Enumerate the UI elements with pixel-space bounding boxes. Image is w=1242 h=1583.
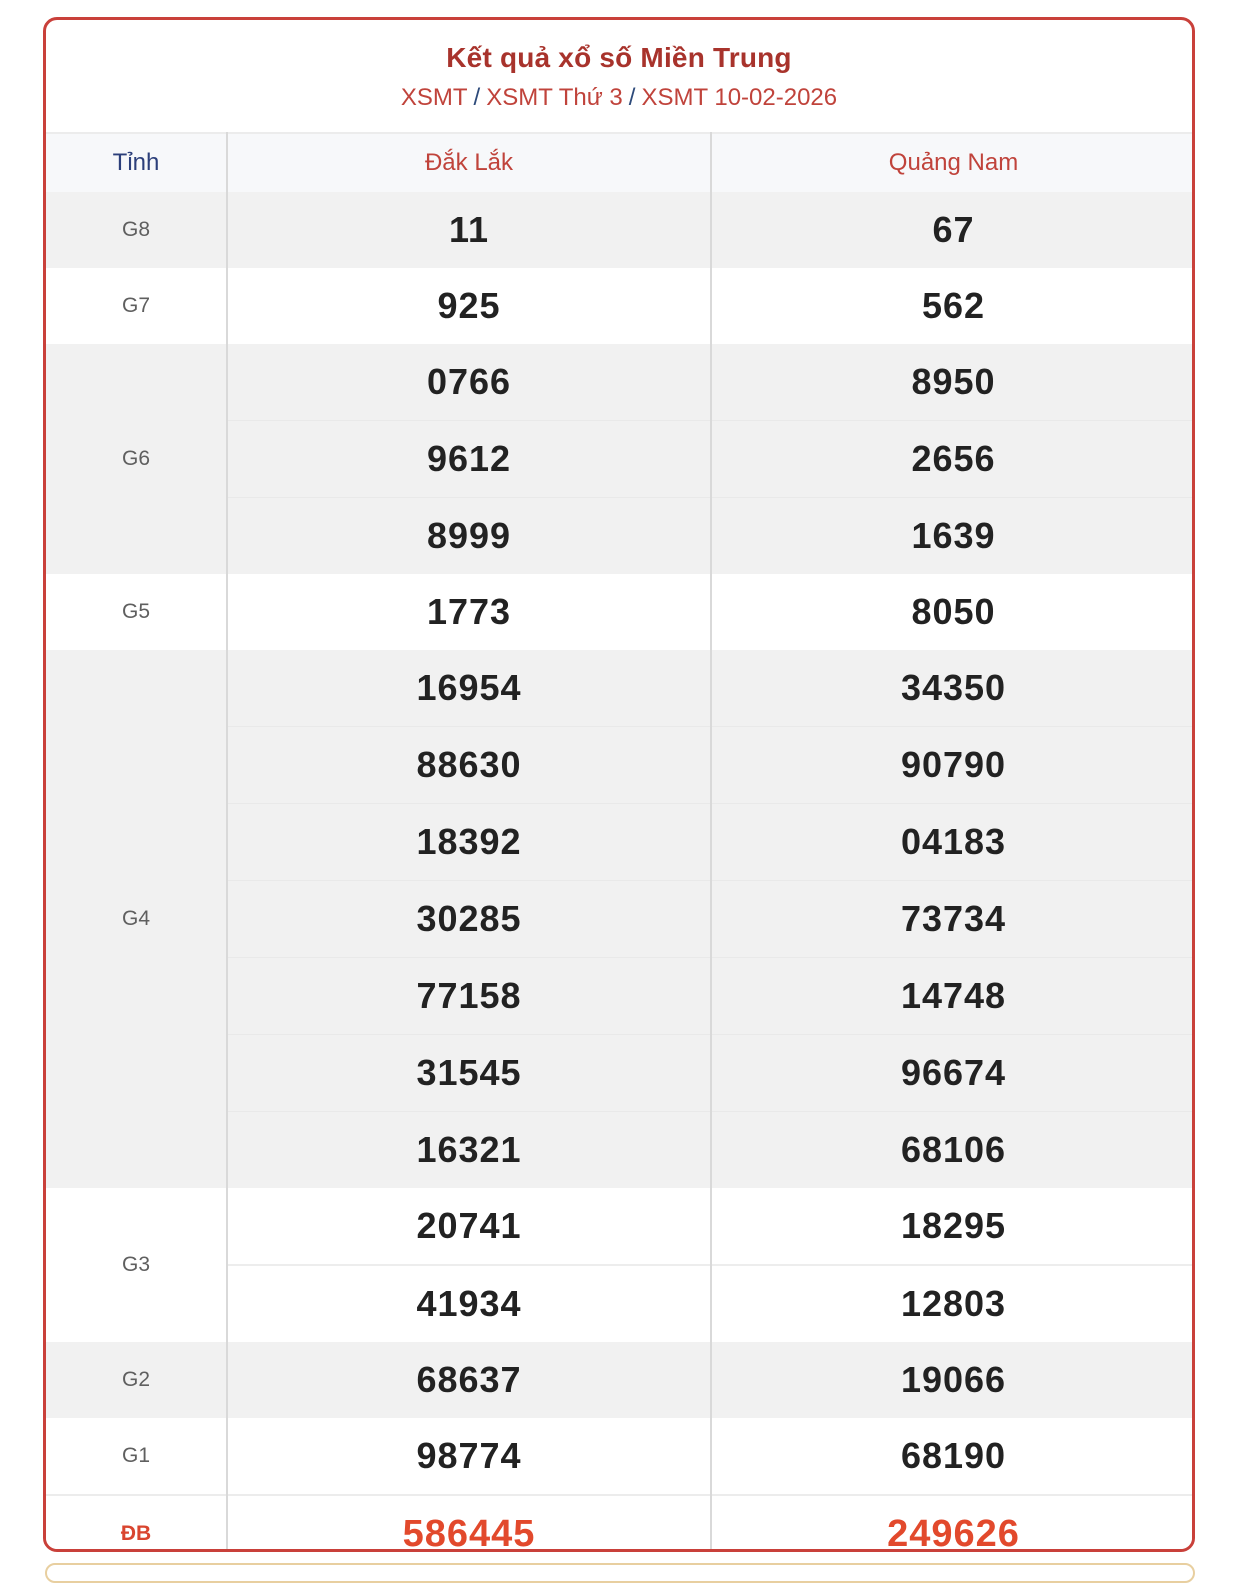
- quang-nam-number: 73734: [711, 881, 1195, 958]
- dak-lak-number: 925: [227, 268, 711, 344]
- quang-nam-number: 68106: [711, 1112, 1195, 1189]
- dak-lak-number: 98774: [227, 1418, 711, 1495]
- quang-nam-number: 8050: [711, 574, 1195, 650]
- breadcrumb-xsmt-thu-3[interactable]: XSMT Thứ 3: [486, 84, 623, 111]
- dak-lak-number: 9612: [227, 421, 711, 498]
- prize-row-g8: [46, 192, 1195, 268]
- prize-row-g1: [46, 1418, 1195, 1495]
- dak-lak-number: 41934: [227, 1265, 711, 1342]
- dak-lak-number: 18392: [227, 804, 711, 881]
- dak-lak-number: 586445: [227, 1495, 711, 1552]
- prize-label: G8: [46, 192, 227, 268]
- breadcrumb-separator: /: [628, 84, 636, 111]
- page-title: Kết quả xổ số Miền Trung: [446, 42, 792, 73]
- prize-label: G3: [46, 1188, 227, 1342]
- prize-row-g7: [46, 268, 1195, 344]
- prize-row-đb: [46, 1495, 1195, 1552]
- breadcrumb-xsmt[interactable]: XSMT: [400, 84, 468, 111]
- prize-row-g6: [46, 344, 1195, 421]
- quang-nam-number: 2656: [711, 421, 1195, 498]
- prize-row-g3: [46, 1188, 1195, 1265]
- quang-nam-number: 1639: [711, 498, 1195, 575]
- quang-nam-number: 68190: [711, 1418, 1195, 1495]
- quang-nam-number: 12803: [711, 1265, 1195, 1342]
- breadcrumb: [46, 84, 1192, 112]
- quang-nam-number: 18295: [711, 1188, 1195, 1265]
- prize-label: G5: [46, 574, 227, 650]
- breadcrumb-separator: /: [473, 84, 481, 111]
- dak-lak-number: 11: [227, 192, 711, 268]
- prize-label: G7: [46, 268, 227, 344]
- column-header-tinh: Tỉnh: [46, 133, 227, 192]
- prize-row-g4: [46, 650, 1195, 727]
- quang-nam-number: 562: [711, 268, 1195, 344]
- prize-label: G4: [46, 650, 227, 1188]
- table-header-row: [46, 133, 1195, 192]
- quang-nam-number: 34350: [711, 650, 1195, 727]
- quang-nam-number: 14748: [711, 958, 1195, 1035]
- results-header: [46, 20, 1192, 132]
- quang-nam-number: 8950: [711, 344, 1195, 421]
- results-card: [43, 17, 1195, 1552]
- quang-nam-number: 90790: [711, 727, 1195, 804]
- quang-nam-number: 04183: [711, 804, 1195, 881]
- results-body: [46, 192, 1195, 1552]
- breadcrumb-xsmt-date[interactable]: XSMT 10-02-2026: [641, 84, 838, 111]
- quang-nam-number: 67: [711, 192, 1195, 268]
- dak-lak-number: 31545: [227, 1035, 711, 1112]
- prize-label: G6: [46, 344, 227, 574]
- dak-lak-number: 8999: [227, 498, 711, 575]
- dak-lak-number: 68637: [227, 1342, 711, 1418]
- results-table: [46, 132, 1195, 1552]
- prize-row-g2: [46, 1342, 1195, 1418]
- dak-lak-number: 77158: [227, 958, 711, 1035]
- prize-row-g5: [46, 574, 1195, 650]
- quang-nam-number: 19066: [711, 1342, 1195, 1418]
- dak-lak-number: 30285: [227, 881, 711, 958]
- dak-lak-number: 16954: [227, 650, 711, 727]
- prize-label: G1: [46, 1418, 227, 1495]
- quang-nam-number: 96674: [711, 1035, 1195, 1112]
- prize-label: ĐB: [46, 1495, 227, 1552]
- dak-lak-number: 1773: [227, 574, 711, 650]
- dak-lak-number: 88630: [227, 727, 711, 804]
- column-header-dak-lak[interactable]: Đắk Lắk: [227, 133, 711, 192]
- quang-nam-number: 249626: [711, 1495, 1195, 1552]
- column-header-quang-nam[interactable]: Quảng Nam: [711, 133, 1195, 192]
- dak-lak-number: 16321: [227, 1112, 711, 1189]
- dak-lak-number: 0766: [227, 344, 711, 421]
- prize-label: G2: [46, 1342, 227, 1418]
- dak-lak-number: 20741: [227, 1188, 711, 1265]
- next-section-edge: [45, 1563, 1195, 1583]
